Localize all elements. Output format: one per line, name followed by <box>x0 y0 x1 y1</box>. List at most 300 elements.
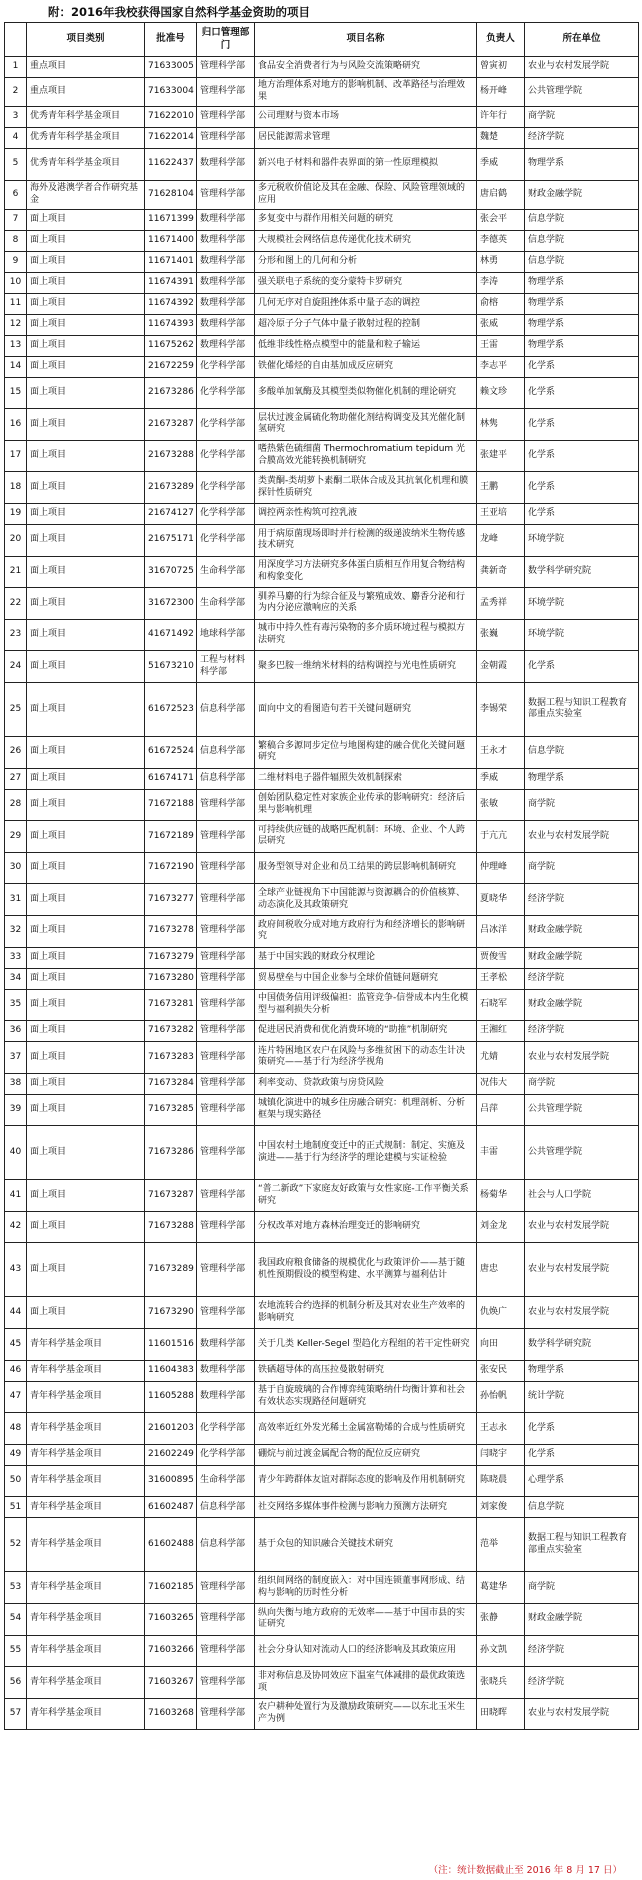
row-category: 面上项目 <box>27 989 145 1021</box>
row-project-name: 社会分身认知对流动人口的经济影响及其政策应用 <box>255 1635 477 1667</box>
row-department: 管理科学部 <box>197 1698 255 1730</box>
table-row <box>5 1042 639 1074</box>
row-category: 面上项目 <box>27 1211 145 1243</box>
row-index: 21 <box>5 556 27 588</box>
row-project-name: 低维非线性格点模型中的能量和粒子输运 <box>255 335 477 356</box>
row-index: 31 <box>5 884 27 916</box>
table-row <box>5 1360 639 1381</box>
row-unit: 公共管理学院 <box>525 1126 639 1180</box>
row-department: 管理科学部 <box>197 1073 255 1094</box>
row-department: 信息科学部 <box>197 768 255 789</box>
row-department: 生命科学部 <box>197 1465 255 1497</box>
row-department: 信息科学部 <box>197 1518 255 1572</box>
row-leader: 许年行 <box>477 107 525 128</box>
row-approval-number: 71673281 <box>145 989 197 1021</box>
row-leader: 孙怡帆 <box>477 1381 525 1413</box>
row-leader: 俞榕 <box>477 293 525 314</box>
row-category: 优秀青年科学基金项目 <box>27 149 145 181</box>
row-project-name: 硼烷与前过渡金属配合物的配位反应研究 <box>255 1444 477 1465</box>
row-category: 青年科学基金项目 <box>27 1698 145 1730</box>
row-department: 管理科学部 <box>197 107 255 128</box>
row-project-name: 调控两亲性构筑可控乳液 <box>255 503 477 524</box>
row-category: 面上项目 <box>27 556 145 588</box>
row-category: 重点项目 <box>27 78 145 107</box>
row-project-name: 类黄酮-类胡萝卜素酮二联体合成及其抗氧化机理和膜探针性质研究 <box>255 472 477 504</box>
row-unit: 物理学系 <box>525 272 639 293</box>
row-leader: 向田 <box>477 1329 525 1361</box>
row-project-name: 面向中文的看图造句若干关键问题研究 <box>255 682 477 736</box>
row-approval-number: 71603266 <box>145 1635 197 1667</box>
row-project-name: 多元税收价值论及其在金融、保险、风险管理领域的应用 <box>255 180 477 209</box>
row-unit: 信息学院 <box>525 736 639 768</box>
table-row <box>5 619 639 651</box>
table-row <box>5 1635 639 1667</box>
row-unit: 化学系 <box>525 409 639 441</box>
row-category: 面上项目 <box>27 947 145 968</box>
table-row <box>5 524 639 556</box>
row-department: 管理科学部 <box>197 1243 255 1297</box>
row-category: 青年科学基金项目 <box>27 1604 145 1636</box>
row-leader: 闫晓宇 <box>477 1444 525 1465</box>
row-unit: 财政金融学院 <box>525 1604 639 1636</box>
row-unit: 财政金融学院 <box>525 989 639 1021</box>
row-approval-number: 11605288 <box>145 1381 197 1413</box>
row-approval-number: 11671399 <box>145 209 197 230</box>
row-leader: 季威 <box>477 149 525 181</box>
row-unit: 物理学系 <box>525 314 639 335</box>
row-department: 化学科学部 <box>197 524 255 556</box>
row-index: 37 <box>5 1042 27 1074</box>
row-leader: 王湘红 <box>477 1021 525 1042</box>
row-leader: 李锡荣 <box>477 682 525 736</box>
row-department: 数理科学部 <box>197 251 255 272</box>
row-index: 32 <box>5 915 27 947</box>
row-department: 化学科学部 <box>197 472 255 504</box>
row-approval-number: 71672190 <box>145 852 197 884</box>
row-approval-number: 71673279 <box>145 947 197 968</box>
row-unit: 商学院 <box>525 1073 639 1094</box>
row-index: 36 <box>5 1021 27 1042</box>
row-unit: 物理学系 <box>525 335 639 356</box>
row-category: 青年科学基金项目 <box>27 1444 145 1465</box>
row-category: 面上项目 <box>27 293 145 314</box>
row-approval-number: 71673284 <box>145 1073 197 1094</box>
row-leader: 季威 <box>477 768 525 789</box>
row-approval-number: 71602185 <box>145 1572 197 1604</box>
row-index: 11 <box>5 293 27 314</box>
row-project-name: 农户耕种处置行为及激励政策研究——以东北玉米生产为例 <box>255 1698 477 1730</box>
row-category: 面上项目 <box>27 1094 145 1126</box>
row-project-name: 关于几类 Keller-Segel 型趋化方程组的若干定性研究 <box>255 1329 477 1361</box>
row-unit: 信息学院 <box>525 251 639 272</box>
row-project-name: 创始团队稳定性对家族企业传承的影响研究：经济后果与影响机理 <box>255 789 477 821</box>
row-leader: 刘金龙 <box>477 1211 525 1243</box>
row-index: 54 <box>5 1604 27 1636</box>
row-unit: 农业与农村发展学院 <box>525 1211 639 1243</box>
row-index: 7 <box>5 209 27 230</box>
row-approval-number: 71673277 <box>145 884 197 916</box>
row-category: 重点项目 <box>27 57 145 78</box>
table-row <box>5 789 639 821</box>
row-leader: 石晓军 <box>477 989 525 1021</box>
header-department: 归口管理部门 <box>197 23 255 57</box>
table-header-row <box>5 23 639 57</box>
row-leader: 李志平 <box>477 356 525 377</box>
row-index: 30 <box>5 852 27 884</box>
table-row <box>5 852 639 884</box>
row-unit: 化学系 <box>525 356 639 377</box>
row-department: 管理科学部 <box>197 947 255 968</box>
row-category: 优秀青年科学基金项目 <box>27 128 145 149</box>
table-row <box>5 107 639 128</box>
row-approval-number: 61672524 <box>145 736 197 768</box>
header-index <box>5 23 27 57</box>
row-leader: 刘家俊 <box>477 1497 525 1518</box>
table-row <box>5 1243 639 1297</box>
row-project-name: 青少年跨群体友谊对群际态度的影响及作用机制研究 <box>255 1465 477 1497</box>
table-row <box>5 588 639 620</box>
row-approval-number: 11671401 <box>145 251 197 272</box>
row-department: 管理科学部 <box>197 1635 255 1667</box>
row-category: 面上项目 <box>27 852 145 884</box>
row-project-name: 组织间网络的制度嵌入：对中国连锁董事网形成、结构与影响的历时性分析 <box>255 1572 477 1604</box>
row-leader: 王永才 <box>477 736 525 768</box>
row-department: 化学科学部 <box>197 503 255 524</box>
row-department: 管理科学部 <box>197 852 255 884</box>
row-leader: 魏楚 <box>477 128 525 149</box>
row-approval-number: 71628104 <box>145 180 197 209</box>
row-approval-number: 21673289 <box>145 472 197 504</box>
row-project-name: 基于中国实践的财政分权理论 <box>255 947 477 968</box>
row-unit: 物理学系 <box>525 1360 639 1381</box>
table-row <box>5 1381 639 1413</box>
row-project-name: 服务型领导对企业和员工结果的跨层影响机制研究 <box>255 852 477 884</box>
row-approval-number: 11674393 <box>145 314 197 335</box>
header-approval-number: 批准号 <box>145 23 197 57</box>
table-row <box>5 947 639 968</box>
row-index: 46 <box>5 1360 27 1381</box>
row-category: 面上项目 <box>27 736 145 768</box>
row-department: 管理科学部 <box>197 57 255 78</box>
row-approval-number: 11671400 <box>145 230 197 251</box>
row-unit: 社会与人口学院 <box>525 1180 639 1212</box>
row-department: 信息科学部 <box>197 1497 255 1518</box>
row-unit: 信息学院 <box>525 1497 639 1518</box>
table-row <box>5 1667 639 1699</box>
row-category: 面上项目 <box>27 251 145 272</box>
row-department: 管理科学部 <box>197 1604 255 1636</box>
row-unit: 农业与农村发展学院 <box>525 57 639 78</box>
row-department: 管理科学部 <box>197 1042 255 1074</box>
row-leader: 王鹏 <box>477 472 525 504</box>
row-category: 青年科学基金项目 <box>27 1667 145 1699</box>
row-department: 管理科学部 <box>197 1180 255 1212</box>
table-row <box>5 272 639 293</box>
row-category: 面上项目 <box>27 588 145 620</box>
row-department: 数理科学部 <box>197 230 255 251</box>
row-category: 青年科学基金项目 <box>27 1518 145 1572</box>
row-leader: 孟秀祥 <box>477 588 525 620</box>
row-approval-number: 71603268 <box>145 1698 197 1730</box>
row-category: 面上项目 <box>27 1243 145 1297</box>
row-approval-number: 71673285 <box>145 1094 197 1126</box>
table-row <box>5 149 639 181</box>
row-index: 29 <box>5 821 27 853</box>
row-leader: 龚新奇 <box>477 556 525 588</box>
row-department: 数理科学部 <box>197 1381 255 1413</box>
row-leader: 仇焕广 <box>477 1297 525 1329</box>
row-unit: 物理学系 <box>525 293 639 314</box>
row-index: 1 <box>5 57 27 78</box>
row-unit: 数据工程与知识工程教育部重点实验室 <box>525 682 639 736</box>
row-project-name: 非对称信息及协同效应下温室气体减排的最优政策选项 <box>255 1667 477 1699</box>
row-index: 17 <box>5 440 27 472</box>
row-approval-number: 71673287 <box>145 1180 197 1212</box>
row-leader: 林勇 <box>477 251 525 272</box>
table-row <box>5 57 639 78</box>
row-category: 面上项目 <box>27 503 145 524</box>
row-department: 化学科学部 <box>197 1413 255 1445</box>
row-index: 41 <box>5 1180 27 1212</box>
row-category: 面上项目 <box>27 356 145 377</box>
row-category: 面上项目 <box>27 884 145 916</box>
table-row <box>5 768 639 789</box>
row-index: 56 <box>5 1667 27 1699</box>
table-row <box>5 409 639 441</box>
table-row <box>5 251 639 272</box>
row-index: 26 <box>5 736 27 768</box>
row-approval-number: 21601203 <box>145 1413 197 1445</box>
row-project-name: 二维材料电子器件辐照失效机制探索 <box>255 768 477 789</box>
row-approval-number: 21672259 <box>145 356 197 377</box>
row-department: 数理科学部 <box>197 272 255 293</box>
row-department: 化学科学部 <box>197 1444 255 1465</box>
table-row <box>5 1094 639 1126</box>
row-index: 43 <box>5 1243 27 1297</box>
row-leader: 赖文珍 <box>477 377 525 409</box>
row-index: 12 <box>5 314 27 335</box>
row-project-name: 农地流转合约选择的机制分析及其对农业生产效率的影响研究 <box>255 1297 477 1329</box>
row-index: 4 <box>5 128 27 149</box>
table-body <box>5 57 639 1730</box>
row-leader: 王孝松 <box>477 968 525 989</box>
row-project-name: 促进居民消费和优化消费环境的“助推”机制研究 <box>255 1021 477 1042</box>
row-leader: 杨菊华 <box>477 1180 525 1212</box>
table-row <box>5 472 639 504</box>
row-index: 22 <box>5 588 27 620</box>
row-unit: 化学系 <box>525 440 639 472</box>
row-approval-number: 41671492 <box>145 619 197 651</box>
row-approval-number: 71603265 <box>145 1604 197 1636</box>
row-approval-number: 71673289 <box>145 1243 197 1297</box>
row-project-name: 高效率近红外发光稀土金属富勒烯的合成与性质研究 <box>255 1413 477 1445</box>
row-project-name: 社交网络多媒体事件检测与影响力预测方法研究 <box>255 1497 477 1518</box>
row-approval-number: 71622010 <box>145 107 197 128</box>
row-category: 青年科学基金项目 <box>27 1635 145 1667</box>
row-index: 2 <box>5 78 27 107</box>
row-project-name: 几何无序对自旋阻挫体系中量子态的调控 <box>255 293 477 314</box>
row-approval-number: 71673282 <box>145 1021 197 1042</box>
row-unit: 商学院 <box>525 789 639 821</box>
table-row <box>5 1444 639 1465</box>
row-leader: 唐启鹤 <box>477 180 525 209</box>
row-leader: 范举 <box>477 1518 525 1572</box>
row-leader: 张安民 <box>477 1360 525 1381</box>
row-approval-number: 11604383 <box>145 1360 197 1381</box>
row-department: 管理科学部 <box>197 915 255 947</box>
row-project-name: 利率变动、贷款政策与房贷风险 <box>255 1073 477 1094</box>
row-index: 35 <box>5 989 27 1021</box>
row-category: 优秀青年科学基金项目 <box>27 107 145 128</box>
row-category: 面上项目 <box>27 314 145 335</box>
row-category: 青年科学基金项目 <box>27 1381 145 1413</box>
row-department: 数理科学部 <box>197 1360 255 1381</box>
row-approval-number: 61674171 <box>145 768 197 789</box>
row-index: 57 <box>5 1698 27 1730</box>
row-leader: 曾寅初 <box>477 57 525 78</box>
table-row <box>5 1698 639 1730</box>
row-category: 青年科学基金项目 <box>27 1360 145 1381</box>
row-approval-number: 71672189 <box>145 821 197 853</box>
row-leader: 孙文凯 <box>477 1635 525 1667</box>
row-leader: 唐忠 <box>477 1243 525 1297</box>
row-department: 管理科学部 <box>197 180 255 209</box>
row-department: 化学科学部 <box>197 440 255 472</box>
row-unit: 公共管理学院 <box>525 1094 639 1126</box>
row-approval-number: 31672300 <box>145 588 197 620</box>
row-leader: 贾俊雪 <box>477 947 525 968</box>
row-department: 数理科学部 <box>197 1329 255 1361</box>
row-project-name: 我国政府粮食储备的规模优化与政策评价——基于随机性预期假设的模型构建、水平测算与福利估计 <box>255 1243 477 1297</box>
row-approval-number: 21673287 <box>145 409 197 441</box>
table-row <box>5 209 639 230</box>
row-project-name: 政府间税收分成对地方政府行为和经济增长的影响研究 <box>255 915 477 947</box>
row-unit: 化学系 <box>525 1444 639 1465</box>
row-unit: 商学院 <box>525 852 639 884</box>
table-row <box>5 128 639 149</box>
row-department: 数理科学部 <box>197 314 255 335</box>
row-leader: 尤婧 <box>477 1042 525 1074</box>
row-unit: 信息学院 <box>525 209 639 230</box>
table-row <box>5 503 639 524</box>
row-index: 14 <box>5 356 27 377</box>
row-unit: 数据工程与知识工程教育部重点实验室 <box>525 1518 639 1572</box>
row-unit: 农业与农村发展学院 <box>525 1243 639 1297</box>
row-leader: 林隽 <box>477 409 525 441</box>
row-department: 管理科学部 <box>197 968 255 989</box>
row-index: 39 <box>5 1094 27 1126</box>
row-category: 海外及港澳学者合作研究基金 <box>27 180 145 209</box>
row-index: 19 <box>5 503 27 524</box>
row-index: 48 <box>5 1413 27 1445</box>
table-row <box>5 1180 639 1212</box>
row-department: 数理科学部 <box>197 293 255 314</box>
row-department: 工程与材料科学部 <box>197 651 255 683</box>
row-category: 面上项目 <box>27 1180 145 1212</box>
row-index: 20 <box>5 524 27 556</box>
row-index: 49 <box>5 1444 27 1465</box>
table-row <box>5 180 639 209</box>
row-approval-number: 71633005 <box>145 57 197 78</box>
row-index: 44 <box>5 1297 27 1329</box>
table-row <box>5 651 639 683</box>
row-department: 管理科学部 <box>197 128 255 149</box>
row-unit: 环境学院 <box>525 619 639 651</box>
row-unit: 商学院 <box>525 107 639 128</box>
row-index: 3 <box>5 107 27 128</box>
table-row <box>5 821 639 853</box>
row-approval-number: 71622014 <box>145 128 197 149</box>
row-leader: 龙峰 <box>477 524 525 556</box>
row-leader: 吕萍 <box>477 1094 525 1126</box>
table-row <box>5 556 639 588</box>
row-project-name: 连片特困地区农户在风险与多维贫困下的动态生计决策研究——基于行为经济学视角 <box>255 1042 477 1074</box>
row-unit: 经济学院 <box>525 128 639 149</box>
row-category: 青年科学基金项目 <box>27 1413 145 1445</box>
row-leader: 张建平 <box>477 440 525 472</box>
row-unit: 统计学院 <box>525 1381 639 1413</box>
row-approval-number: 71673288 <box>145 1211 197 1243</box>
row-category: 面上项目 <box>27 1073 145 1094</box>
table-row <box>5 293 639 314</box>
table-row <box>5 1297 639 1329</box>
row-leader: 王亚培 <box>477 503 525 524</box>
row-index: 9 <box>5 251 27 272</box>
row-unit: 经济学院 <box>525 884 639 916</box>
row-approval-number: 11622437 <box>145 149 197 181</box>
row-index: 33 <box>5 947 27 968</box>
table-row <box>5 1073 639 1094</box>
table-row <box>5 989 639 1021</box>
row-index: 13 <box>5 335 27 356</box>
row-project-name: 多复变中与群作用相关问题的研究 <box>255 209 477 230</box>
row-leader: 于亢亢 <box>477 821 525 853</box>
row-unit: 化学系 <box>525 472 639 504</box>
row-unit: 经济学院 <box>525 1021 639 1042</box>
row-category: 面上项目 <box>27 821 145 853</box>
row-category: 青年科学基金项目 <box>27 1465 145 1497</box>
table-row <box>5 1211 639 1243</box>
row-approval-number: 11674391 <box>145 272 197 293</box>
row-leader: 王志永 <box>477 1413 525 1445</box>
row-approval-number: 21674127 <box>145 503 197 524</box>
table-row <box>5 440 639 472</box>
row-department: 管理科学部 <box>197 1297 255 1329</box>
row-project-name: 用于病原菌现场即时并行检测的级递波纳米生物传感技术研究 <box>255 524 477 556</box>
row-unit: 经济学院 <box>525 1667 639 1699</box>
row-category: 面上项目 <box>27 524 145 556</box>
row-category: 面上项目 <box>27 1042 145 1074</box>
row-leader: 葛建华 <box>477 1572 525 1604</box>
row-project-name: 可持续供应链的战略匹配机制：环境、企业、个人跨层研究 <box>255 821 477 853</box>
row-unit: 数学科学研究院 <box>525 556 639 588</box>
row-leader: 李德英 <box>477 230 525 251</box>
row-approval-number: 71672188 <box>145 789 197 821</box>
row-project-name: 中国债务信用评级偏袒：监管竞争-信誉成本内生化模型与福利损失分析 <box>255 989 477 1021</box>
row-project-name: 居民能源需求管理 <box>255 128 477 149</box>
row-project-name: 嗜热紫色硫细菌 Thermochromatium tepidum 光合膜高效光能转换机制研究 <box>255 440 477 472</box>
row-leader: 吕冰洋 <box>477 915 525 947</box>
row-project-name: 繁稿合多源同步定位与地图构建的融合优化关键问题研究 <box>255 736 477 768</box>
row-leader: 夏晓华 <box>477 884 525 916</box>
table-row <box>5 1518 639 1572</box>
table-row <box>5 314 639 335</box>
row-approval-number: 11674392 <box>145 293 197 314</box>
row-unit: 化学系 <box>525 1413 639 1445</box>
table-row <box>5 78 639 107</box>
row-unit: 化学系 <box>525 377 639 409</box>
row-project-name: 贸易壁垒与中国企业参与全球价值链问题研究 <box>255 968 477 989</box>
